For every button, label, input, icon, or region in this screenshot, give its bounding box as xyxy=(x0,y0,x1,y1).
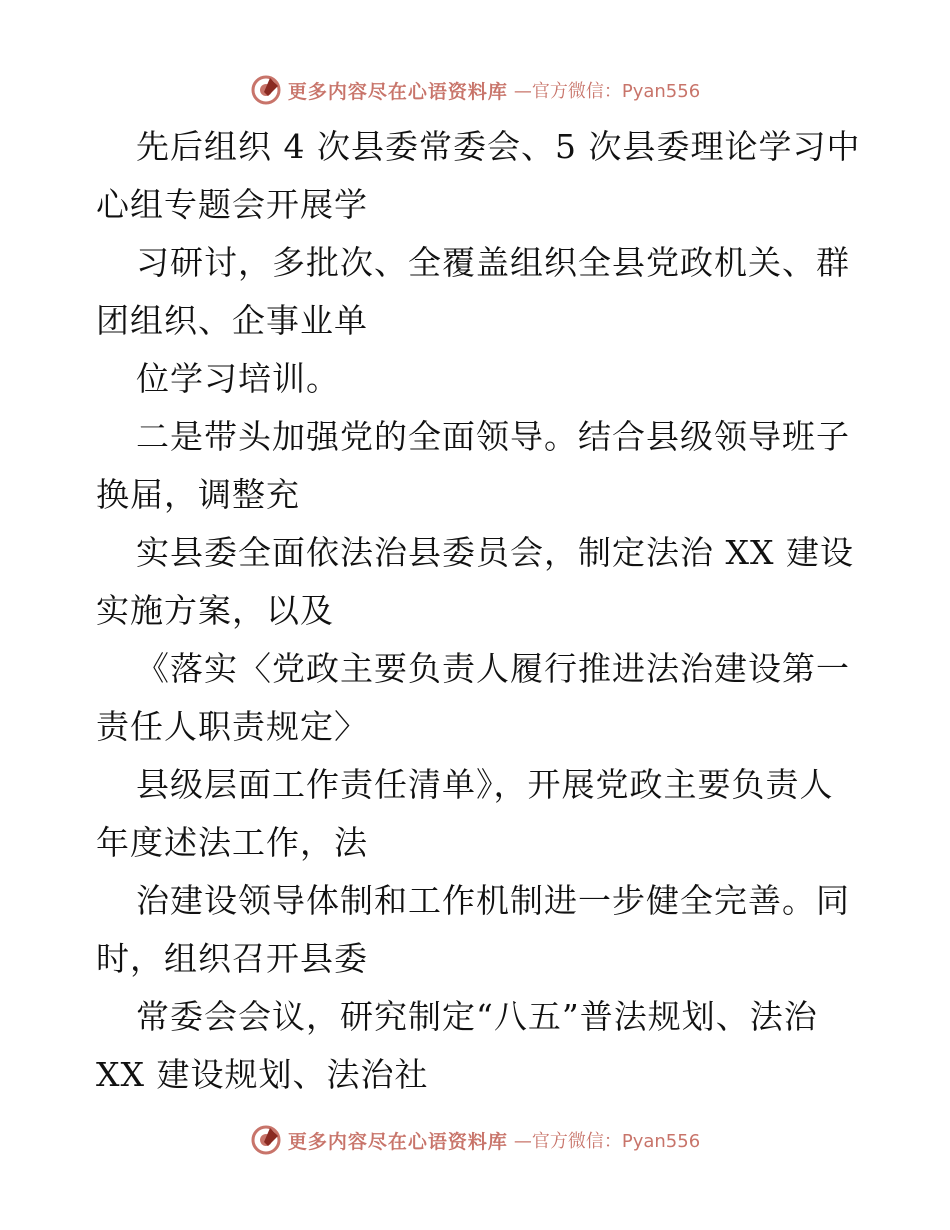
text-line: 位学习培训。 xyxy=(136,359,340,398)
text-line: 心组专题会开展学 xyxy=(96,185,368,224)
footer-watermark xyxy=(0,1120,950,1160)
text-line: 习研讨，多批次、全覆盖组织全县党政机关、群 xyxy=(136,243,850,282)
pen-seal-icon xyxy=(250,74,282,106)
text-line: 年度述法工作，法 xyxy=(96,823,368,862)
text-line: 时，组织召开县委 xyxy=(96,939,368,978)
text-line: 二是带头加强党的全面领导。结合县级领导班子 xyxy=(136,417,850,456)
document-body xyxy=(96,118,861,1104)
text-line: 县级层面工作责任清单》，开展党政主要负责人 xyxy=(136,765,834,804)
text-line: 换届，调整充 xyxy=(96,475,300,514)
text-line: 《落实〈党政主要负责人履行推进法治建设第一 xyxy=(136,649,850,688)
watermark-text: 更多内容尽在心语资料库 xyxy=(287,80,508,103)
text-line: 团组织、企事业单 xyxy=(96,301,368,340)
text-line: 先后组织 4 次县委常委会、5 次县委理论学习中 xyxy=(136,127,861,166)
text-line: 常委会会议，研究制定“八五”普法规划、法治 xyxy=(136,997,818,1036)
text-line: XX 建设规划、法治社 xyxy=(96,1055,429,1094)
header-watermark xyxy=(0,70,950,110)
watermark-text: 更多内容尽在心语资料库 xyxy=(287,1130,508,1153)
text-line: 实县委全面依法治县委员会，制定法治 XX 建设 xyxy=(136,533,854,572)
text-line: 治建设领导体制和工作机制进一步健全完善。同 xyxy=(136,881,850,920)
text-line: 实施方案，以及 xyxy=(96,591,334,630)
pen-seal-icon xyxy=(250,1124,282,1156)
watermark-subtext: —官方微信：Pyan556 xyxy=(513,81,701,102)
watermark-subtext: —官方微信：Pyan556 xyxy=(513,1131,701,1152)
text-line: 责任人职责规定〉 xyxy=(96,707,368,746)
